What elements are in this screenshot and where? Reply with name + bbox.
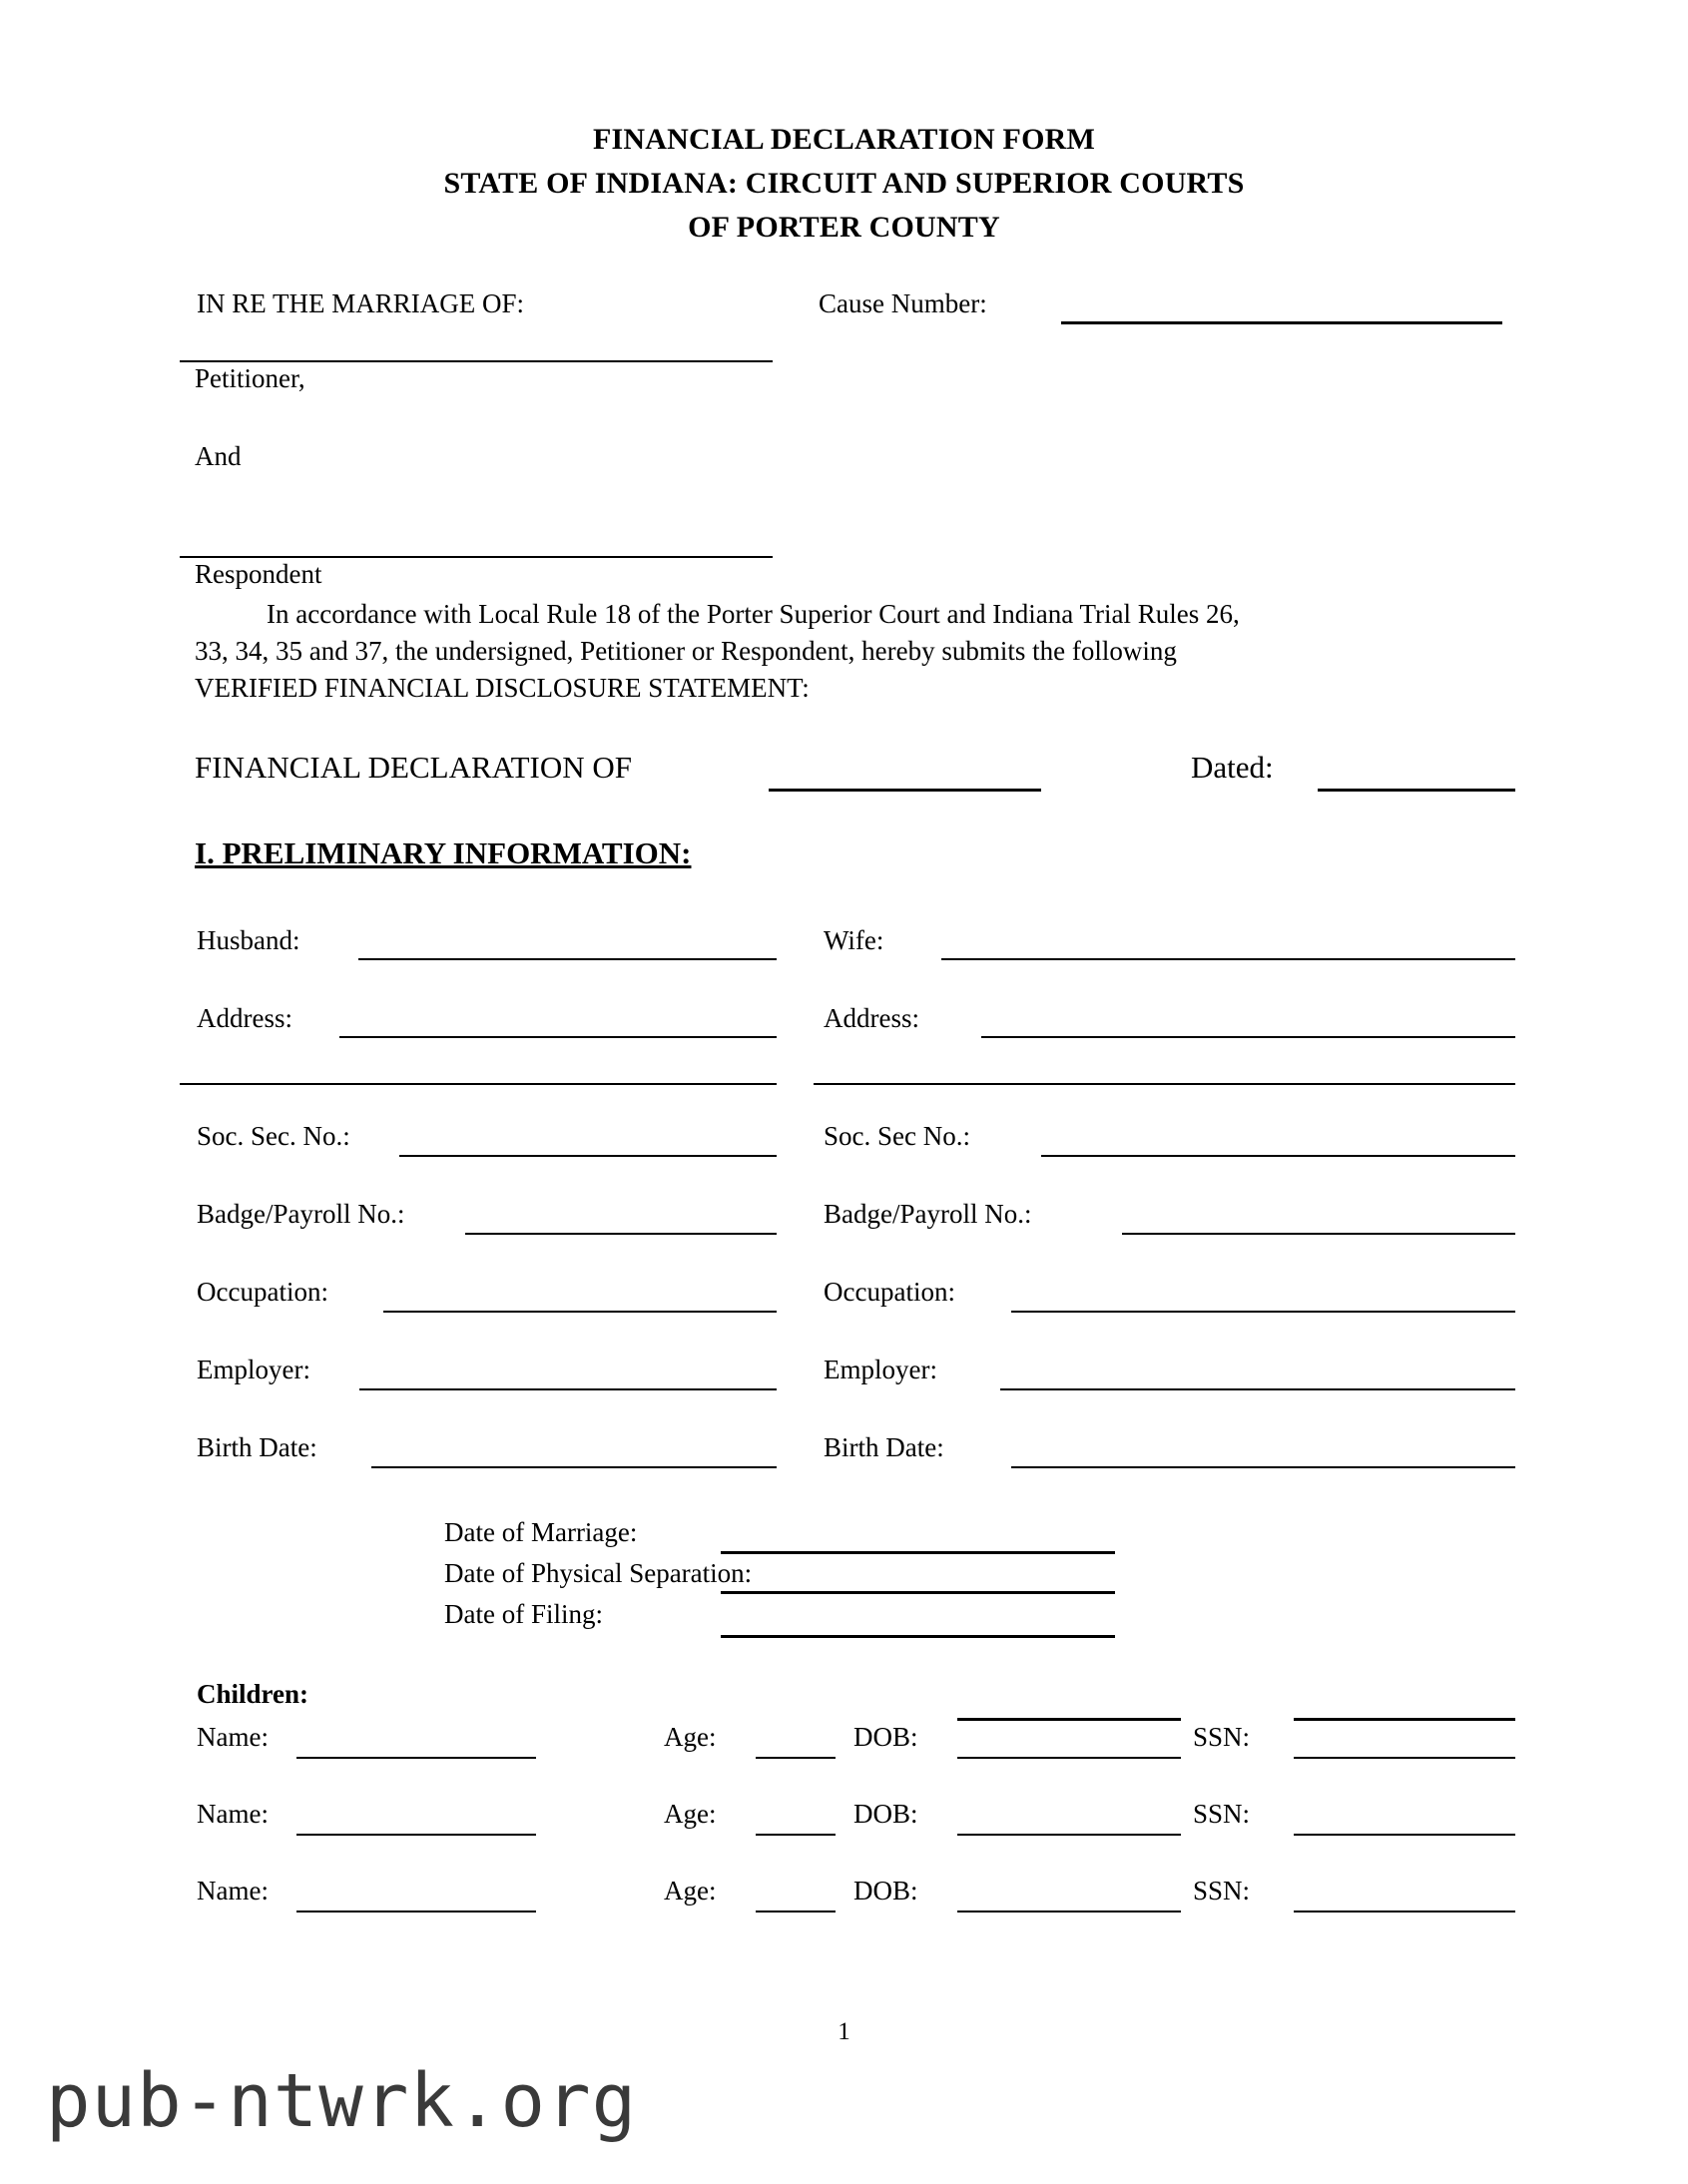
label-wife-ssn: Soc. Sec No.:: [824, 1121, 970, 1151]
document-title-line-2: STATE OF INDIANA: CIRCUIT AND SUPERIOR COURTS: [443, 167, 1245, 200]
label-wife-birthdate: Birth Date:: [824, 1432, 944, 1462]
financial-declaration-of-field[interactable]: [769, 789, 1041, 792]
label-husband: Husband:: [197, 925, 300, 955]
field-date-of-separation[interactable]: [721, 1591, 1115, 1594]
label-husband-badge: Badge/Payroll No.:: [197, 1199, 405, 1229]
page-number: 1: [838, 2018, 850, 2045]
field-husband-address-2[interactable]: [180, 1083, 777, 1085]
label-date-of-filing: Date of Filing:: [444, 1599, 603, 1629]
field-child-1-dob-top[interactable]: [957, 1718, 1181, 1721]
field-wife-address-2[interactable]: [814, 1083, 1515, 1085]
dated-label: Dated:: [1191, 750, 1274, 785]
field-child-3-age[interactable]: [756, 1911, 836, 1912]
field-child-1-dob[interactable]: [957, 1757, 1181, 1759]
field-husband-address-1[interactable]: [339, 1036, 777, 1038]
field-wife[interactable]: [941, 958, 1515, 960]
label-wife-badge: Badge/Payroll No.:: [824, 1199, 1032, 1229]
label-child-3-ssn: SSN:: [1193, 1876, 1251, 1906]
document-title-line-3: OF PORTER COUNTY: [688, 211, 1000, 244]
field-child-1-name[interactable]: [296, 1757, 536, 1759]
field-child-2-name[interactable]: [296, 1834, 536, 1836]
label-child-1-ssn: SSN:: [1193, 1722, 1251, 1752]
label-husband-address: Address:: [197, 1003, 292, 1033]
label-date-of-marriage: Date of Marriage:: [444, 1517, 638, 1547]
label-wife: Wife:: [824, 925, 884, 955]
label-husband-occupation: Occupation:: [197, 1277, 328, 1307]
label-child-3-name: Name:: [197, 1876, 269, 1906]
label-husband-employer: Employer:: [197, 1355, 310, 1384]
label-wife-occupation: Occupation:: [824, 1277, 955, 1307]
field-child-2-ssn[interactable]: [1294, 1834, 1515, 1836]
dated-field[interactable]: [1318, 789, 1515, 792]
field-child-3-ssn[interactable]: [1294, 1911, 1515, 1912]
label-husband-birthdate: Birth Date:: [197, 1432, 317, 1462]
section-one-heading: I. PRELIMINARY INFORMATION:: [195, 835, 692, 870]
field-child-2-dob[interactable]: [957, 1834, 1181, 1836]
field-husband-badge[interactable]: [465, 1233, 777, 1235]
field-date-of-filing[interactable]: [721, 1635, 1115, 1638]
field-husband[interactable]: [358, 958, 777, 960]
paragraph-line-3: VERIFIED FINANCIAL DISCLOSURE STATEMENT:: [195, 673, 810, 703]
field-wife-occupation[interactable]: [1011, 1311, 1515, 1313]
field-child-3-dob[interactable]: [957, 1911, 1181, 1912]
label-child-1-dob: DOB:: [853, 1722, 918, 1752]
field-wife-badge[interactable]: [1122, 1233, 1515, 1235]
label-child-2-name: Name:: [197, 1799, 269, 1829]
label-child-2-dob: DOB:: [853, 1799, 918, 1829]
respondent-label: Respondent: [195, 559, 322, 589]
field-child-1-ssn[interactable]: [1294, 1757, 1515, 1759]
field-date-of-marriage[interactable]: [721, 1551, 1115, 1554]
site-watermark: pub-ntwrk.org: [46, 2058, 638, 2144]
field-husband-ssn[interactable]: [399, 1155, 777, 1157]
label-wife-address: Address:: [824, 1003, 919, 1033]
children-heading: Children:: [197, 1679, 309, 1709]
field-child-3-name[interactable]: [296, 1911, 536, 1912]
field-child-1-age[interactable]: [756, 1757, 836, 1759]
petitioner-label: Petitioner,: [195, 363, 305, 393]
field-child-2-age[interactable]: [756, 1834, 836, 1836]
cause-number-label: Cause Number:: [819, 288, 987, 318]
cause-number-field[interactable]: [1061, 321, 1502, 324]
label-child-2-age: Age:: [664, 1799, 717, 1829]
field-husband-occupation[interactable]: [383, 1311, 777, 1313]
field-child-1-ssn-top[interactable]: [1294, 1718, 1515, 1721]
label-child-2-ssn: SSN:: [1193, 1799, 1251, 1829]
field-wife-birthdate[interactable]: [1011, 1466, 1515, 1468]
label-date-of-separation: Date of Physical Separation:: [444, 1558, 753, 1588]
paragraph-line-1: In accordance with Local Rule 18 of the Porter Superior Court and Indiana Trial Rules 26,: [267, 599, 1240, 629]
field-wife-employer[interactable]: [1000, 1388, 1515, 1390]
label-child-3-age: Age:: [664, 1876, 717, 1906]
document-title-line-1: FINANCIAL DECLARATION FORM: [593, 123, 1095, 156]
paragraph-line-2: 33, 34, 35 and 37, the undersigned, Petitioner or Respondent, hereby submits the following: [195, 636, 1177, 666]
field-husband-birthdate[interactable]: [371, 1466, 777, 1468]
label-child-3-dob: DOB:: [853, 1876, 918, 1906]
label-child-1-name: Name:: [197, 1722, 269, 1752]
field-wife-address-1[interactable]: [981, 1036, 1515, 1038]
and-label: And: [195, 441, 242, 471]
label-husband-ssn: Soc. Sec. No.:: [197, 1121, 350, 1151]
field-wife-ssn[interactable]: [1041, 1155, 1515, 1157]
label-child-1-age: Age:: [664, 1722, 717, 1752]
label-wife-employer: Employer:: [824, 1355, 937, 1384]
field-husband-employer[interactable]: [359, 1388, 777, 1390]
financial-declaration-of-label: FINANCIAL DECLARATION OF: [195, 750, 633, 785]
accordance-paragraph: [195, 596, 1512, 707]
in-re-marriage-label: IN RE THE MARRIAGE OF:: [197, 288, 525, 318]
